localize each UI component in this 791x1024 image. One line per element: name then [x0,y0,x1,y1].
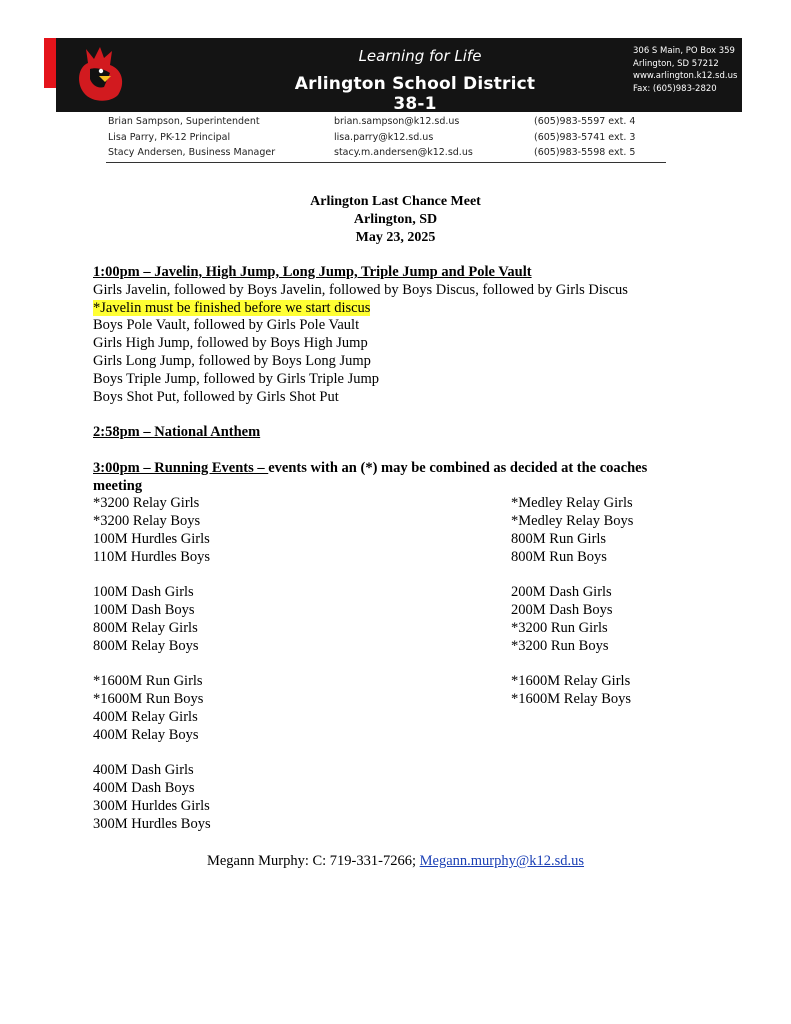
meet-date: May 23, 2025 [355,230,436,245]
address-line: www.arlington.k12.sd.us [633,71,738,81]
address-line: 306 S Main, PO Box 359 [633,46,735,56]
event-item: 200M Dash Girls [511,584,612,601]
running-group-2 [93,584,713,655]
meet-location: Arlington, SD [353,212,438,227]
event-item: *Medley Relay Boys [511,513,634,530]
running-group-1 [93,495,713,566]
district-name: Arlington School District 38-1 [294,74,536,114]
meet-title: Arlington Last Chance Meet [310,194,481,209]
event-item: *1600M Run Boys [93,691,204,708]
event-item: 800M Relay Girls [93,619,198,636]
staff-phone: (605)983-5597 ext. 4 [534,116,636,127]
anthem-heading: 2:58pm – National Anthem [93,424,261,441]
running-events-heading [93,460,713,478]
staff-phone: (605)983-5741 ext. 3 [534,131,636,143]
event-item: 100M Dash Boys [93,602,195,619]
running-group-4 [93,762,713,833]
event-item: 100M Hurdles Girls [93,530,210,547]
event-item: 300M Hurdles Boys [93,815,211,832]
event-item: 200M Dash Boys [511,602,613,619]
event-item: 110M Hurdles Boys [93,548,211,565]
field-event-line: Girls Javelin, followed by Boys Javelin, followed by Boys Discus, followed by Girls Discus [93,281,628,298]
event-item: *3200 Relay Girls [93,495,200,512]
event-item: *3200 Run Boys [511,637,609,654]
header-accent-tab [44,38,56,88]
event-item: 800M Run Girls [511,530,607,547]
staff-emails [334,114,473,161]
staff-email: lisa.parry@k12.sd.us [334,131,434,143]
event-item: 400M Dash Boys [93,780,195,797]
event-item: 800M Run Boys [511,548,607,565]
meet-title-block [0,193,791,247]
field-event-line: Girls High Jump, followed by Boys High Jump [93,335,368,352]
event-item: *1600M Relay Girls [511,673,631,690]
running-group-3 [93,673,713,744]
event-item: *1600M Run Girls [93,673,203,690]
staff-phones [534,114,635,161]
staff-email: brian.sampson@k12.sd.us [334,116,460,127]
javelin-note-highlight: *Javelin must be finished before we start discus [93,299,371,316]
running-heading-continued: meeting [93,477,143,494]
contact-footer [0,853,791,870]
letterhead-tagline: Learning for Life [358,47,482,65]
contact-email-link[interactable]: Megann.murphy@k12.sd.us [419,853,585,869]
staff-email: stacy.m.andersen@k12.sd.us [334,147,473,158]
staff-name: Stacy Andersen, Business Manager [108,147,276,158]
staff-name: Brian Sampson, Superintendent [108,116,260,127]
staff-names [108,114,275,161]
staff-phone: (605)983-5598 ext. 5 [534,147,636,158]
event-item: *3200 Relay Boys [93,513,201,530]
cardinal-logo-icon [74,43,130,103]
contact-text: Megann Murphy: C: 719-331-7266; [206,853,420,869]
event-item: 100M Dash Girls [93,584,194,601]
field-events-heading: 1:00pm – Javelin, High Jump, Long Jump, Triple Jump and Pole Vault [93,264,532,280]
event-item: 800M Relay Boys [93,637,199,654]
event-item: 400M Relay Boys [93,726,199,743]
running-heading-note: events with an (*) may be combined as decided at the coaches [268,459,648,476]
event-item: 400M Dash Girls [93,762,194,779]
letterhead-divider [106,162,666,163]
field-event-line: Boys Triple Jump, followed by Girls Triple Jump [93,370,380,387]
field-event-line: Boys Pole Vault, followed by Girls Pole Vault [93,317,360,334]
event-item: *3200 Run Girls [511,619,608,636]
address-line: Fax: (605)983-2820 [633,83,717,94]
event-item: *Medley Relay Girls [511,495,633,512]
event-item: *1600M Relay Boys [511,691,632,708]
schedule-body [93,264,713,834]
field-event-line: Girls Long Jump, followed by Boys Long Jump [93,352,371,369]
staff-name: Lisa Parry, PK-12 Principal [108,131,231,143]
field-event-line: Boys Shot Put, followed by Girls Shot Put [93,388,339,405]
event-item: 400M Relay Girls [93,708,198,725]
running-heading-time: 3:00pm – Running Events – [93,459,269,476]
district-address [633,45,737,95]
address-line: Arlington, SD 57212 [633,58,719,69]
event-item: 300M Hurldes Girls [93,797,210,814]
